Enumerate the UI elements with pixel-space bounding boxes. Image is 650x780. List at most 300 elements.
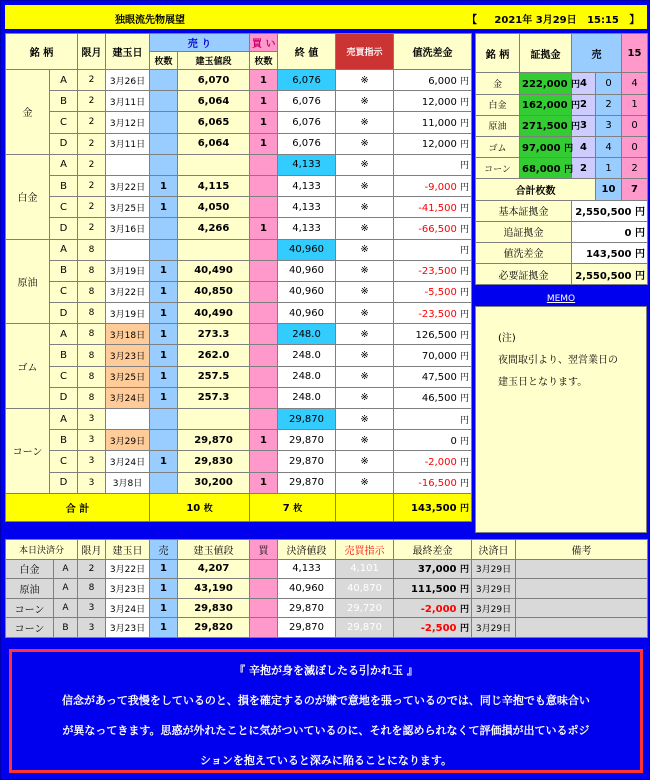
side-kihon-amount: 2,550,500 <box>575 207 632 219</box>
cell-c8 <box>394 472 472 493</box>
table-row <box>6 387 472 408</box>
settle-cell-c0: 白金 <box>6 559 54 579</box>
cell-c7: ※ <box>336 472 394 493</box>
cell-c3: 1 <box>150 345 178 366</box>
settle-amount: 111,500 <box>410 583 457 595</box>
cell-c3: 1 <box>150 366 178 387</box>
settle-cell-c6 <box>250 559 278 579</box>
cell-c2: 3月22日 <box>106 281 150 302</box>
settle-unit: 円 <box>460 624 470 635</box>
cell-c4: 6,064 <box>178 91 250 112</box>
group-label: 原油 <box>6 239 50 324</box>
table-row <box>6 70 472 91</box>
margin-table <box>475 33 648 285</box>
settle-cell-c4: 1 <box>150 618 178 638</box>
settle-cell-c8: 40,870 <box>336 579 394 599</box>
settle-cell-c5: 43,190 <box>178 579 250 599</box>
cell-c6: 40,960 <box>278 303 336 324</box>
cell-c7: ※ <box>336 451 394 472</box>
table-row <box>6 430 472 451</box>
settle-note <box>516 579 648 599</box>
cell-c4: 262.0 <box>178 345 250 366</box>
nesa-unit: 円 <box>460 76 470 87</box>
cell-c5 <box>250 366 278 387</box>
cell-c1: 2 <box>78 133 106 154</box>
bracket-right: 】 <box>629 15 640 26</box>
side-cell-c2: 2 <box>572 158 596 179</box>
settle-unit: 円 <box>460 584 470 595</box>
settle-amount: -2,000 <box>420 603 457 615</box>
cell-c0: D <box>50 303 78 324</box>
nesa-unit: 円 <box>460 457 470 468</box>
settle-cell-c1: A <box>54 559 78 579</box>
cell-c2: 3月25日 <box>106 366 150 387</box>
cell-c2: 3月22日 <box>106 175 150 196</box>
cell-c3 <box>150 472 178 493</box>
cell-c3: 1 <box>150 451 178 472</box>
cell-c8 <box>394 303 472 324</box>
settle-cell-c7: 29,870 <box>278 618 336 638</box>
cell-c0: B <box>50 175 78 196</box>
cell-c5 <box>250 324 278 345</box>
side-tsuika-amount: 0 <box>624 228 632 240</box>
table-row <box>6 239 472 260</box>
side-nesa-label: 値洗差金 <box>476 242 572 263</box>
settle-amount: -2,500 <box>420 623 457 635</box>
settle-cell-c0: コーン <box>6 598 54 618</box>
cell-c1: 8 <box>78 387 106 408</box>
cell-c8 <box>394 345 472 366</box>
col-gengetsu: 限月 <box>78 34 106 70</box>
shoko-amount: 271,500 <box>522 121 568 133</box>
cell-c1: 2 <box>78 175 106 196</box>
cell-c5 <box>250 281 278 302</box>
nesa-amount: -23,500 <box>418 266 457 278</box>
col-kai: 買 い <box>250 34 278 52</box>
cell-c5 <box>250 175 278 196</box>
settle-cell-c9 <box>394 559 472 579</box>
cell-c5 <box>250 260 278 281</box>
cell-c5: 1 <box>250 430 278 451</box>
nesa-unit: 円 <box>460 97 470 108</box>
table-row <box>6 303 472 324</box>
cell-c8 <box>394 133 472 154</box>
side-kihon-label: 基本証拠金 <box>476 200 572 221</box>
cell-c4 <box>178 154 250 175</box>
settle-cell-c0: コーン <box>6 618 54 638</box>
cell-c5: 1 <box>250 133 278 154</box>
side-nesa-value <box>572 242 648 263</box>
cell-c2: 3月8日 <box>106 472 150 493</box>
cell-c1: 2 <box>78 197 106 218</box>
cell-c0: B <box>50 430 78 451</box>
side-row <box>476 94 648 115</box>
settle-cell-c9 <box>394 618 472 638</box>
cell-c3: 1 <box>150 260 178 281</box>
col-owarine: 終 値 <box>278 34 336 70</box>
side-tsuika-label: 追証拠金 <box>476 221 572 242</box>
settle-col-4: 建玉値段 <box>178 540 250 560</box>
side-row <box>476 73 648 94</box>
cell-c8 <box>394 260 472 281</box>
side-cell-c1 <box>520 136 572 157</box>
cell-c4: 6,064 <box>178 133 250 154</box>
side-goukei-a: 10 <box>596 179 622 200</box>
settle-cell-c10: 3月29日 <box>472 598 516 618</box>
side-col-meigara: 銘 柄 <box>476 34 520 73</box>
table-row <box>6 91 472 112</box>
cell-c2: 3月12日 <box>106 112 150 133</box>
cell-c1: 3 <box>78 472 106 493</box>
cell-c0: D <box>50 387 78 408</box>
cell-c0: A <box>50 70 78 91</box>
cell-c8 <box>394 281 472 302</box>
cell-c6: 40,960 <box>278 239 336 260</box>
total-uri-value: 10 <box>186 502 201 514</box>
cell-c4: 40,490 <box>178 260 250 281</box>
header-bar <box>5 5 647 29</box>
cell-c5: 1 <box>250 112 278 133</box>
settle-cell-c0: 原油 <box>6 579 54 599</box>
shoko-unit: 円 <box>571 101 581 112</box>
total-nesa-value: 143,500 <box>410 502 457 514</box>
nesa-unit: 円 <box>460 118 470 129</box>
settle-cell-c2: 3 <box>78 598 106 618</box>
cell-c7: ※ <box>336 260 394 281</box>
cell-c8 <box>394 91 472 112</box>
cell-c3 <box>150 218 178 239</box>
cell-c7: ※ <box>336 239 394 260</box>
date-text: 2021年 3月29日 <box>494 15 577 26</box>
cell-c5: 1 <box>250 70 278 91</box>
settle-row <box>6 579 648 599</box>
col-nesa: 値洗差金 <box>394 34 472 70</box>
settle-cell-c7: 29,870 <box>278 598 336 618</box>
cell-c5: 1 <box>250 472 278 493</box>
nesa-amount: 12,000 <box>421 96 457 108</box>
cell-c0: D <box>50 133 78 154</box>
nesa-unit: 円 <box>460 415 470 426</box>
cell-c0: B <box>50 260 78 281</box>
nesa-amount: 46,500 <box>421 393 457 405</box>
side-row <box>476 115 648 136</box>
settle-cell-c10: 3月29日 <box>472 579 516 599</box>
quote-line-2: が異なってきます。思惑が外れたことに気がついているのに、それを認められなくて評価損が出ているポジ <box>62 724 590 737</box>
side-cell-c0: コーン <box>476 158 520 179</box>
side-hitsuyou-value <box>572 264 648 285</box>
cell-c2: 3月18日 <box>106 324 150 345</box>
settle-cell-c3: 3月24日 <box>106 598 150 618</box>
cell-c8 <box>394 451 472 472</box>
memo-link[interactable]: MEMO <box>546 294 576 304</box>
settle-col-1: 限月 <box>78 540 106 560</box>
cell-c6: 29,870 <box>278 472 336 493</box>
settle-cell-c6 <box>250 579 278 599</box>
cell-c1: 8 <box>78 324 106 345</box>
cell-c0: A <box>50 409 78 430</box>
cell-c0: D <box>50 472 78 493</box>
cell-c7: ※ <box>336 91 394 112</box>
settle-cell-c5: 29,830 <box>178 598 250 618</box>
cell-c3: 1 <box>150 387 178 408</box>
table-row <box>6 154 472 175</box>
total-kai-unit: 枚 <box>293 503 303 514</box>
table-row <box>6 197 472 218</box>
settle-cell-c1: A <box>54 579 78 599</box>
table-row <box>6 451 472 472</box>
settle-cell-c3: 3月23日 <box>106 579 150 599</box>
cell-c0: A <box>50 324 78 345</box>
side-kihon-value <box>572 200 648 221</box>
side-cell-c3: 0 <box>596 73 622 94</box>
cell-c8 <box>394 70 472 91</box>
nesa-unit: 円 <box>460 373 470 384</box>
side-cell-c3: 1 <box>596 158 622 179</box>
group-label: コーン <box>6 409 50 494</box>
side-cell-c4: 4 <box>622 73 648 94</box>
cell-c1: 3 <box>78 409 106 430</box>
cell-c3 <box>150 409 178 430</box>
side-cell-c2: 3 <box>572 115 596 136</box>
cell-c8 <box>394 324 472 345</box>
cell-c7: ※ <box>336 430 394 451</box>
side-cell-c3: 3 <box>596 115 622 136</box>
nesa-unit: 円 <box>460 309 470 320</box>
cell-c0: C <box>50 451 78 472</box>
cell-c1: 2 <box>78 218 106 239</box>
side-cell-c0: 金 <box>476 73 520 94</box>
cell-c1: 8 <box>78 303 106 324</box>
nesa-amount: -9,000 <box>424 181 457 193</box>
side-cell-c0: ゴム <box>476 136 520 157</box>
settle-cell-c5: 29,820 <box>178 618 250 638</box>
cell-c2: 3月16日 <box>106 218 150 239</box>
cell-c0: C <box>50 112 78 133</box>
col-kai-maisu: 枚数 <box>250 52 278 70</box>
cell-c2: 3月24日 <box>106 387 150 408</box>
settle-cell-c4: 1 <box>150 579 178 599</box>
cell-c4: 273.3 <box>178 324 250 345</box>
cell-c1: 8 <box>78 260 106 281</box>
settle-col-2: 建玉日 <box>106 540 150 560</box>
cell-c8 <box>394 366 472 387</box>
cell-c3 <box>150 430 178 451</box>
col-tategyoku: 建玉値段 <box>178 52 250 70</box>
settle-cell-c7: 4,133 <box>278 559 336 579</box>
cell-c5 <box>250 154 278 175</box>
settle-col-6: 決済値段 <box>278 540 336 560</box>
settle-col-8: 最終差金 <box>394 540 472 560</box>
cell-c8 <box>394 218 472 239</box>
cell-c0: B <box>50 345 78 366</box>
table-row <box>6 345 472 366</box>
cell-c1: 2 <box>78 91 106 112</box>
nesa-unit: 円 <box>460 352 470 363</box>
side-col-shoko: 証拠金 <box>520 34 572 73</box>
col-uri: 売 り <box>150 34 250 52</box>
cell-c6: 29,870 <box>278 409 336 430</box>
nesa-amount: 126,500 <box>415 329 457 341</box>
quote-line-1: 信念があって我慢をしているのと、損を確定するのが嫌で意地を張っているのでは、同じ辛抱でも意味合い <box>62 694 590 707</box>
side-kihon-unit: 円 <box>635 207 645 219</box>
settle-note <box>516 559 648 579</box>
table-row <box>6 324 472 345</box>
cell-c3 <box>150 133 178 154</box>
side-col-15: 15 <box>622 34 648 73</box>
side-goukei-b: 7 <box>622 179 648 200</box>
shoko-amount: 162,000 <box>522 100 568 112</box>
cell-c6: 248.0 <box>278 387 336 408</box>
side-cell-c1 <box>520 94 581 115</box>
cell-c2: 3月19日 <box>106 260 150 281</box>
total-nesa-unit: 円 <box>460 503 470 514</box>
side-cell-c1 <box>520 158 572 179</box>
cell-c5 <box>250 345 278 366</box>
total-kai-value: 7 <box>282 502 290 514</box>
cell-c7: ※ <box>336 366 394 387</box>
cell-c6: 4,133 <box>278 175 336 196</box>
cell-c2: 3月19日 <box>106 303 150 324</box>
cell-c3: 1 <box>150 197 178 218</box>
quote-title: 『 辛抱が身を滅ぼしたる引かれ玉 』 <box>234 664 418 677</box>
cell-c3 <box>150 112 178 133</box>
settle-cell-c1: B <box>54 618 78 638</box>
settle-col-9: 決済日 <box>472 540 516 560</box>
shoko-unit: 円 <box>564 164 574 175</box>
total-nesa <box>394 493 472 521</box>
group-label: 白金 <box>6 154 50 239</box>
cell-c2: 3月24日 <box>106 451 150 472</box>
date-display <box>467 11 647 26</box>
cell-c4: 257.3 <box>178 387 250 408</box>
side-cell-c4: 2 <box>622 158 648 179</box>
nesa-unit: 円 <box>460 267 470 278</box>
cell-c6: 6,076 <box>278 70 336 91</box>
nesa-amount: -23,500 <box>418 308 457 320</box>
cell-c5 <box>250 197 278 218</box>
cell-c6: 29,870 <box>278 430 336 451</box>
settle-note <box>516 618 648 638</box>
cell-c6: 248.0 <box>278 366 336 387</box>
settle-col-3: 売 <box>150 540 178 560</box>
settle-row <box>6 559 648 579</box>
nesa-unit: 円 <box>460 182 470 193</box>
cell-c5 <box>250 303 278 324</box>
cell-c4: 6,070 <box>178 70 250 91</box>
cell-c4: 30,200 <box>178 472 250 493</box>
positions-table <box>5 33 472 522</box>
nesa-unit: 円 <box>460 203 470 214</box>
settle-amount: 37,000 <box>417 564 457 576</box>
cell-c7: ※ <box>336 324 394 345</box>
cell-c0: A <box>50 239 78 260</box>
settle-cell-c3: 3月22日 <box>106 559 150 579</box>
cell-c1: 2 <box>78 154 106 175</box>
settle-cell-c8: 29,720 <box>336 598 394 618</box>
cell-c3 <box>150 70 178 91</box>
cell-c2 <box>106 409 150 430</box>
side-cell-c0: 原油 <box>476 115 520 136</box>
side-cell-c0: 白金 <box>476 94 520 115</box>
cell-c6: 40,960 <box>278 260 336 281</box>
nesa-amount: 47,500 <box>421 372 457 384</box>
side-cell-c2: 2 <box>572 94 596 115</box>
memo-box <box>475 306 647 533</box>
side-row <box>476 158 648 179</box>
total-uri <box>150 493 250 521</box>
side-goukei-label: 合計枚数 <box>476 179 596 200</box>
cell-c8 <box>394 409 472 430</box>
side-cell-c1 <box>520 73 581 94</box>
nesa-amount: 0 <box>450 435 457 447</box>
col-meigara: 銘 柄 <box>6 34 78 70</box>
memo-line-2: 建玉日となります。 <box>498 377 588 388</box>
side-cell-c4: 1 <box>622 94 648 115</box>
nesa-amount: 70,000 <box>421 351 457 363</box>
side-cell-c3: 2 <box>596 94 622 115</box>
settle-row <box>6 598 648 618</box>
side-cell-c4: 0 <box>622 115 648 136</box>
nesa-amount: -5,500 <box>424 287 457 299</box>
cell-c6: 6,076 <box>278 112 336 133</box>
cell-c2: 3月29日 <box>106 430 150 451</box>
cell-c6: 29,870 <box>278 451 336 472</box>
cell-c2: 3月26日 <box>106 70 150 91</box>
cell-c7: ※ <box>336 387 394 408</box>
settle-cell-c4: 1 <box>150 598 178 618</box>
nesa-unit: 円 <box>460 330 470 341</box>
cell-c7: ※ <box>336 409 394 430</box>
cell-c4: 6,065 <box>178 112 250 133</box>
table-row <box>6 260 472 281</box>
settle-row <box>6 618 648 638</box>
table-row <box>6 366 472 387</box>
side-cell-c3: 4 <box>596 136 622 157</box>
cell-c4: 4,115 <box>178 175 250 196</box>
memo-note-mark: (注) <box>498 333 516 344</box>
settle-cell-c4: 1 <box>150 559 178 579</box>
settlement-table <box>5 539 648 638</box>
nesa-unit: 円 <box>460 140 470 151</box>
group-label: 金 <box>6 70 50 155</box>
col-baibai: 売買指示 <box>336 34 394 70</box>
shoko-unit: 円 <box>564 143 574 154</box>
total-blank <box>336 493 394 521</box>
table-row <box>6 409 472 430</box>
nesa-unit: 円 <box>460 436 470 447</box>
side-nesa-amount: 143,500 <box>585 249 632 261</box>
cell-c4: 257.5 <box>178 366 250 387</box>
settle-col-5: 買 <box>250 540 278 560</box>
cell-c3: 1 <box>150 281 178 302</box>
nesa-amount: 11,000 <box>421 117 457 129</box>
cell-c1: 3 <box>78 451 106 472</box>
cell-c1: 8 <box>78 366 106 387</box>
cell-c1: 3 <box>78 430 106 451</box>
nesa-amount: 6,000 <box>428 75 457 87</box>
cell-c2 <box>106 154 150 175</box>
cell-c7: ※ <box>336 345 394 366</box>
cell-c7: ※ <box>336 281 394 302</box>
cell-c0: C <box>50 281 78 302</box>
cell-c4: 40,850 <box>178 281 250 302</box>
cell-c7: ※ <box>336 197 394 218</box>
cell-c7: ※ <box>336 133 394 154</box>
settle-cell-c6 <box>250 618 278 638</box>
cell-c2: 3月11日 <box>106 91 150 112</box>
col-uri-maisu: 枚数 <box>150 52 178 70</box>
settle-col-7: 売買指示 <box>336 540 394 560</box>
